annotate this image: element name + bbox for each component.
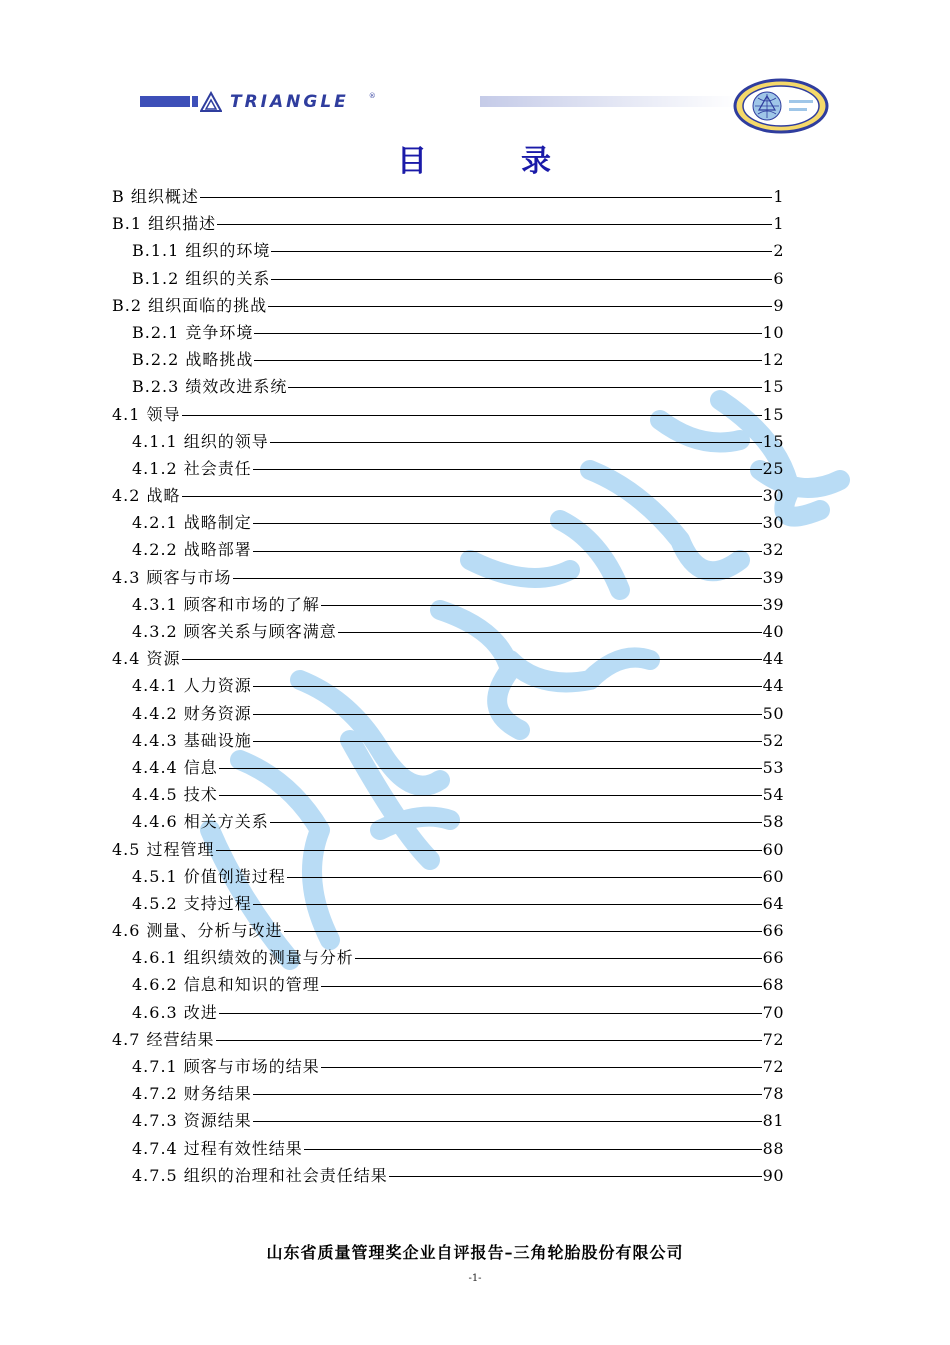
toc-entry-page: 70 [762, 1002, 784, 1022]
toc-entry-page: 54 [762, 785, 784, 805]
toc-entry[interactable] [112, 645, 784, 672]
toc-entry[interactable] [112, 482, 784, 509]
toc-entry-page: 44 [762, 649, 784, 669]
toc-entry-label: B.1 组织描述 [112, 214, 217, 234]
toc-leader-line [389, 1176, 762, 1177]
footer-text: 山东省质量管理奖企业自评报告–三角轮胎股份有限公司 [266, 1243, 684, 1262]
toc-entry-page: 10 [762, 322, 784, 342]
toc-entry[interactable] [112, 808, 784, 835]
toc-entry-page: 68 [762, 975, 784, 995]
toc-leader-line [287, 877, 762, 878]
toc-leader-line [254, 360, 761, 361]
toc-entry[interactable] [112, 401, 784, 428]
toc-entry[interactable] [112, 1026, 784, 1053]
brand-name: TRIANGLE [230, 92, 349, 112]
toc-entry-page: 72 [762, 1057, 784, 1076]
toc-entry[interactable] [112, 509, 784, 536]
toc-entry[interactable] [112, 1053, 784, 1080]
toc-entry-label: 4.3.1 顾客和市场的了解 [132, 594, 320, 614]
toc-entry[interactable] [112, 1107, 784, 1134]
toc-entry-page: 25 [762, 458, 784, 478]
toc-leader-line [321, 605, 762, 606]
toc-entry[interactable] [112, 536, 784, 563]
toc-leader-line [216, 1040, 762, 1041]
toc-entry-label: B.2.1 竞争环境 [132, 322, 254, 342]
toc-entry-label: 4.4.2 财务资源 [132, 703, 252, 723]
toc-entry[interactable] [112, 346, 784, 373]
toc-entry-page: 15 [762, 377, 784, 397]
toc-entry[interactable] [112, 863, 784, 890]
toc-entry-label: B.2.3 绩效改进系统 [132, 377, 288, 397]
toc-leader-line [253, 714, 762, 715]
toc-entry[interactable] [112, 727, 784, 754]
toc-entry[interactable] [112, 917, 784, 944]
toc-entry-label: 4.6 测量、分析与改进 [112, 921, 283, 941]
toc-leader-line [253, 469, 762, 470]
toc-entry-page: 88 [762, 1138, 784, 1158]
toc-entry-page: 44 [762, 676, 784, 696]
toc-entry-label: B.1.1 组织的环境 [132, 241, 271, 261]
toc-leader-line [253, 1094, 762, 1095]
toc-entry-label: B.2 组织面临的挑战 [112, 295, 268, 315]
toc-entry-label: 4.7 经营结果 [112, 1029, 215, 1049]
toc-leader-line [253, 686, 762, 687]
toc-entry[interactable] [112, 373, 784, 400]
toc-entry[interactable] [112, 754, 784, 781]
toc-entry-label: 4.4.5 技术 [132, 785, 218, 805]
toc-entry-label: 4.2.1 战略制定 [132, 513, 252, 533]
toc-entry-page: 64 [762, 893, 784, 913]
toc-entry-page: 78 [762, 1084, 784, 1104]
toc-entry[interactable] [112, 428, 784, 455]
toc-leader-line [233, 578, 762, 579]
toc-entry-page: 1 [773, 214, 784, 234]
toc-entry[interactable] [112, 292, 784, 319]
toc-leader-line [271, 251, 772, 252]
toc-entry-page: 15 [762, 404, 784, 424]
toc-entry-label: B 组织概述 [112, 187, 199, 206]
toc-title-right: 录 [521, 144, 553, 179]
toc-entry-label: 4.2 战略 [112, 486, 181, 506]
toc-leader-line [270, 822, 762, 823]
toc-entry-label: 4.5 过程管理 [112, 839, 215, 859]
toc-entry[interactable] [112, 618, 784, 645]
toc-leader-line [288, 387, 761, 388]
toc-entry-page: 52 [762, 730, 784, 750]
toc-leader-line [253, 523, 762, 524]
toc-entry-page: 32 [762, 540, 784, 560]
page-number: -1- [468, 1273, 482, 1284]
toc-leader-line [253, 904, 762, 905]
toc-leader-line [268, 306, 772, 307]
toc-entry-page: 12 [762, 350, 784, 370]
toc-entry-page: 81 [762, 1111, 784, 1131]
toc-entry-page: 58 [762, 812, 784, 832]
toc-entry-label: 4.7.2 财务结果 [132, 1084, 252, 1104]
toc-entry-label: 4.4.3 基础设施 [132, 730, 252, 750]
toc-entry-label: 4.1.2 社会责任 [132, 458, 252, 478]
toc-entry-page: 30 [762, 513, 784, 533]
toc-leader-line [338, 632, 762, 633]
toc-entry-label: 4.4.1 人力资源 [132, 676, 252, 696]
toc-entry-label: 4.7.4 过程有效性结果 [132, 1138, 303, 1158]
toc-leader-line [253, 551, 762, 552]
toc-entry-label: 4.4.4 信息 [132, 757, 218, 777]
toc-entry-page: 90 [762, 1165, 784, 1185]
toc-entry-label: 4.5.1 价值创造过程 [132, 866, 286, 886]
toc-entry-label: 4.4.6 相关方关系 [132, 812, 269, 832]
table-of-contents [112, 183, 784, 1189]
toc-leader-line [216, 850, 762, 851]
toc-entry[interactable] [112, 999, 784, 1026]
toc-entry-page: 9 [773, 295, 784, 315]
toc-leader-line [219, 1013, 762, 1014]
toc-entry-page: 50 [762, 703, 784, 723]
toc-entry-label: B.2.2 战略挑战 [132, 350, 254, 370]
toc-leader-line [270, 442, 762, 443]
toc-entry-page: 6 [773, 268, 784, 288]
toc-entry[interactable] [112, 237, 784, 264]
toc-leader-line [321, 1067, 762, 1068]
toc-leader-line [219, 768, 762, 769]
toc-entry-page: 72 [762, 1029, 784, 1049]
toc-entry-label: 4.4 资源 [112, 649, 181, 669]
toc-entry-label: 4.7.3 资源结果 [132, 1111, 252, 1131]
toc-entry-label: 4.3.2 顾客关系与顾客满意 [132, 622, 337, 641]
toc-entry-label: 4.3 顾客与市场 [112, 567, 232, 587]
toc-entry[interactable] [112, 1080, 784, 1107]
toc-leader-line [271, 279, 772, 280]
header-bar-decoration [192, 96, 198, 107]
toc-entry[interactable] [112, 455, 784, 482]
toc-entry-page: 40 [762, 622, 784, 641]
toc-entry-page: 15 [762, 431, 784, 451]
quality-award-seal-icon [733, 78, 829, 134]
toc-leader-line [253, 741, 762, 742]
toc-leader-line [200, 197, 772, 198]
toc-leader-line [182, 415, 762, 416]
toc-entry[interactable] [112, 1135, 784, 1162]
toc-entry[interactable] [112, 319, 784, 346]
toc-entry-label: 4.1 领导 [112, 404, 181, 424]
toc-leader-line [217, 224, 772, 225]
header-bar-decoration [140, 96, 190, 107]
toc-entry-page: 66 [762, 948, 784, 968]
toc-entry[interactable] [112, 971, 784, 998]
toc-entry-page: 39 [762, 567, 784, 587]
toc-leader-line [253, 1121, 762, 1122]
toc-entry-label: B.1.2 组织的关系 [132, 268, 271, 288]
toc-leader-line [321, 986, 762, 987]
toc-leader-line [284, 931, 762, 932]
brand [200, 88, 376, 116]
toc-entry[interactable] [112, 183, 784, 210]
toc-entry-page: 1 [773, 187, 784, 206]
toc-leader-line [182, 496, 762, 497]
toc-entry[interactable] [112, 265, 784, 292]
toc-entry-label: 4.1.1 组织的领导 [132, 431, 269, 451]
toc-entry-label: 4.2.2 战略部署 [132, 540, 252, 560]
toc-entry[interactable] [112, 672, 784, 699]
toc-entry-page: 53 [762, 757, 784, 777]
toc-entry-label: 4.6.2 信息和知识的管理 [132, 975, 320, 995]
toc-entry[interactable] [112, 700, 784, 727]
header-fade-decoration [480, 96, 740, 107]
toc-entry[interactable] [112, 836, 784, 863]
toc-leader-line [182, 659, 762, 660]
toc-entry[interactable] [112, 781, 784, 808]
toc-entry-label: 4.6.3 改进 [132, 1002, 218, 1022]
toc-entry[interactable] [112, 1162, 784, 1189]
toc-entry-page: 60 [762, 839, 784, 859]
toc-leader-line [254, 333, 761, 334]
toc-entry-page: 2 [773, 241, 784, 261]
header-banner [140, 88, 700, 116]
toc-entry-page: 39 [762, 594, 784, 614]
triangle-logo-icon [200, 91, 222, 113]
toc-entry-page: 60 [762, 866, 784, 886]
toc-entry[interactable] [112, 564, 784, 591]
toc-entry-label: 4.7.1 顾客与市场的结果 [132, 1057, 320, 1076]
toc-entry-page: 66 [762, 921, 784, 941]
registered-mark: ® [368, 92, 376, 100]
toc-entry[interactable] [112, 890, 784, 917]
toc-entry-page: 30 [762, 486, 784, 506]
toc-entry-label: 4.5.2 支持过程 [132, 893, 252, 913]
toc-title-left: 目 [397, 144, 429, 179]
toc-entry-label: 4.7.5 组织的治理和社会责任结果 [132, 1165, 388, 1185]
toc-entry[interactable] [112, 210, 784, 237]
toc-leader-line [355, 958, 762, 959]
toc-entry[interactable] [112, 944, 784, 971]
toc-title [0, 136, 950, 180]
toc-entry[interactable] [112, 591, 784, 618]
toc-leader-line [304, 1149, 762, 1150]
toc-leader-line [219, 795, 762, 796]
toc-entry-label: 4.6.1 组织绩效的测量与分析 [132, 948, 354, 968]
